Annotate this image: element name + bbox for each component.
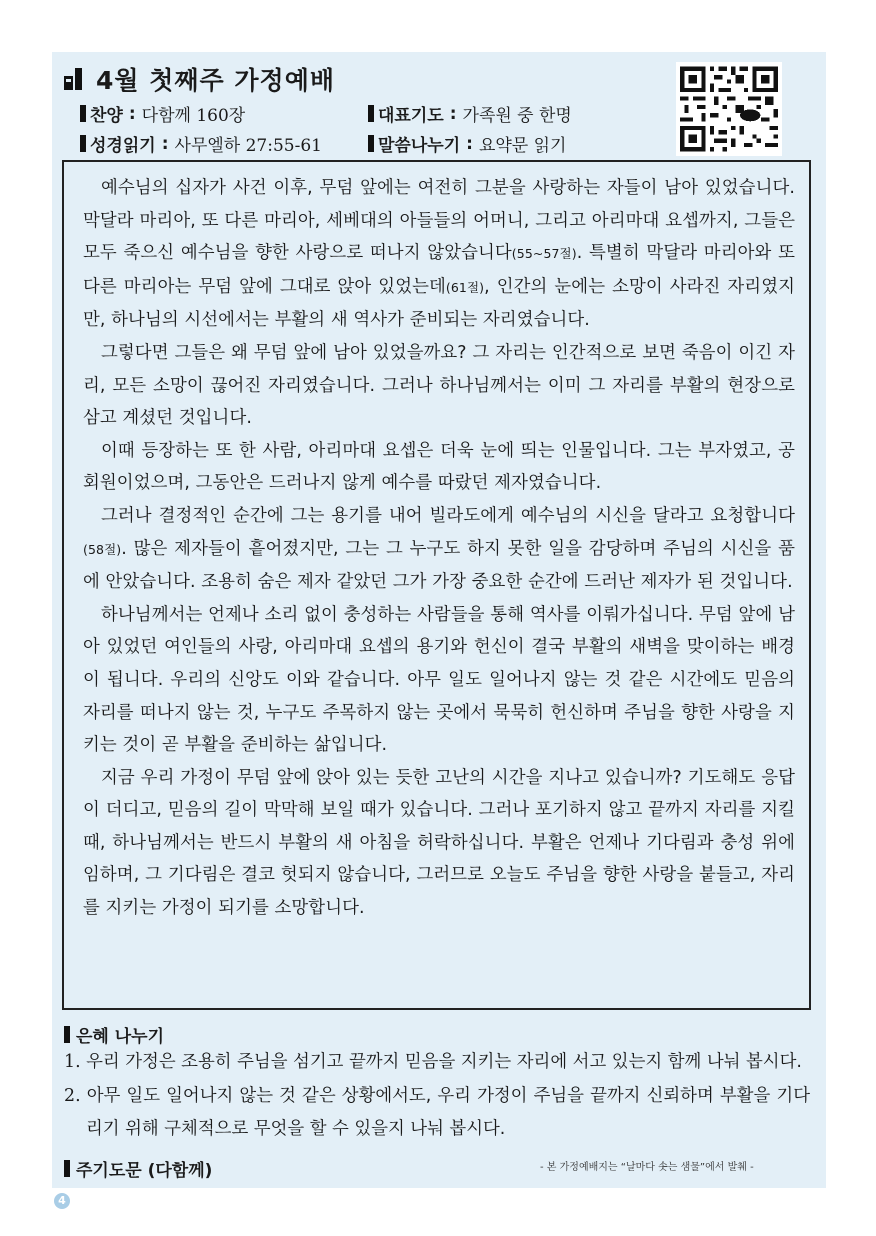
meta-reading-label: 성경읽기 bbox=[90, 136, 156, 156]
discussion-question-1: 1. 우리 가정은 조용히 주님을 섬기고 끝까지 믿음을 지키는 자리에 서고 있는지 함께 나눠 봅시다. bbox=[64, 1052, 802, 1072]
sermon-paragraph: 지금 우리 가정이 무덤 앞에 앉아 있는 듯한 고난의 시간을 지나고 있습니까? 기도해도 응답이 더디고, 믿음의 길이 막막해 보일 때가 있습니다. 그러나 포기하지 않고 끝까지 자리를 지킬 때, 하나님께서는 반드시 부활의 새 아침을 허락하십니다. 부활은 언제나 기다림과 충성 위에 임하며, 그 기다림은 결코 헛되지 않습니다, 그러므로 오늘도 주님을 향한 사랑을 붙들고, 자리를 지키는 가정이 되기를 소망합니다. bbox=[83, 767, 795, 919]
sermon-paragraph: 이때 등장하는 또 한 사람, 아리마대 요셉은 더욱 눈에 띄는 인물입니다. 그는 부자였고, 공회원이었으며, 그동안은 드러나지 않게 예수를 따랐던 제자였습니다. bbox=[83, 440, 795, 494]
page-title: 4월 첫째주 가정예배 bbox=[96, 66, 336, 95]
meta-sharing-value: 요약문 읽기 bbox=[478, 136, 567, 156]
meta-hymn-label: 찬양 bbox=[90, 106, 123, 126]
sermon-paragraph: 하나님께서는 언제나 소리 없이 충성하는 사람들을 통해 역사를 이뤄가십니다. 무덤 앞에 남아 있었던 여인들의 사랑, 아리마대 요셉의 용기와 헌신이 결국 부활의 새벽을 맞이하는 배경이 됩니다. 우리의 신앙도 이와 같습니다. 아무 일도 일어나지 않는 것 같은 시간에도 믿음의 자리를 떠나지 않는 것, 누구도 주목하지 않는 곳에서 묵묵히 헌신하며 주님을 향한 사랑을 지키는 것이 곧 부활을 준비하는 삶입니다. bbox=[83, 604, 795, 756]
meta-reading: 성경읽기 : 사무엘하 27:55-61 bbox=[80, 131, 322, 156]
source-note: - 본 가정예배지는 “날마다 솟는 샘물”에서 발췌 - bbox=[540, 1162, 754, 1173]
page-number: 4 bbox=[54, 1193, 70, 1209]
grace-sharing-heading: 은혜 나누기 bbox=[64, 1022, 164, 1047]
meta-prayer-label: 대표기도 bbox=[378, 106, 444, 126]
sermon-paragraph: 예수님의 십자가 사건 이후, 무덤 앞에는 여전히 그분을 사랑하는 자들이 남아 있었습니다. 막달라 마리아, 또 다른 마리아, 세베대의 아들들의 어머니, 그리고 아리마대 요셉까지, 그들은 모두 죽으신 예수님을 향한 사랑으로 떠나지 않았습니다(55~57절). 특별히 막달라 마리아와 또 다른 마리아는 무덤 앞에 그대로 앉아 있었는데(61절), 인간의 눈에는 소망이 사라진 자리였지만, 하나님의 시선에서는 부활의 새 역사가 준비되는 자리였습니다. bbox=[83, 178, 795, 331]
meta-prayer-value: 가족원 중 한명 bbox=[462, 106, 572, 126]
meta-sharing-label: 말씀나누기 bbox=[378, 136, 461, 156]
discussion-question-2: 2. 아무 일도 일어나지 않는 것 같은 상황에서도, 우리 가정이 주님을 끝까지 신뢰하며 부활을 기다리기 위해 구체적으로 무엇을 할 수 있을지 나눠 봅시다. bbox=[64, 1086, 810, 1139]
meta-reading-value: 사무엘하 27:55-61 bbox=[174, 136, 322, 156]
sermon-text-box bbox=[62, 160, 811, 1010]
meta-hymn: 찬양 : 다함께 160장 bbox=[80, 101, 245, 126]
lords-prayer-heading: 주기도문 (다함께) bbox=[64, 1156, 212, 1181]
bar-chart-icon bbox=[64, 68, 82, 90]
meta-hymn-value: 다함께 160장 bbox=[141, 106, 246, 126]
meta-sharing: 말씀나누기 : 요약문 읽기 bbox=[368, 131, 566, 156]
qr-code-icon[interactable] bbox=[676, 62, 782, 156]
sermon-paragraph: 그렇다면 그들은 왜 무덤 앞에 남아 있었을까요? 그 자리는 인간적으로 보면 죽음이 이긴 자리, 모든 소망이 끊어진 자리였습니다. 그러나 하나님께서는 이미 그 자리를 부활의 현장으로 삼고 계셨던 것입니다. bbox=[83, 342, 795, 429]
title-row bbox=[64, 60, 335, 98]
sermon-paragraph: 그러나 결정적인 순간에 그는 용기를 내어 빌라도에게 예수님의 시신을 달라고 요청합니다(58절). 많은 제자들이 흩어졌지만, 그는 그 누구도 하지 못한 일을 감당하며 주님의 시신을 품에 안았습니다. 조용히 숨은 제자 같았던 그가 가장 중요한 순간에 드러난 제자가 된 것입니다. bbox=[83, 505, 795, 593]
meta-prayer: 대표기도 : 가족원 중 한명 bbox=[368, 101, 572, 126]
